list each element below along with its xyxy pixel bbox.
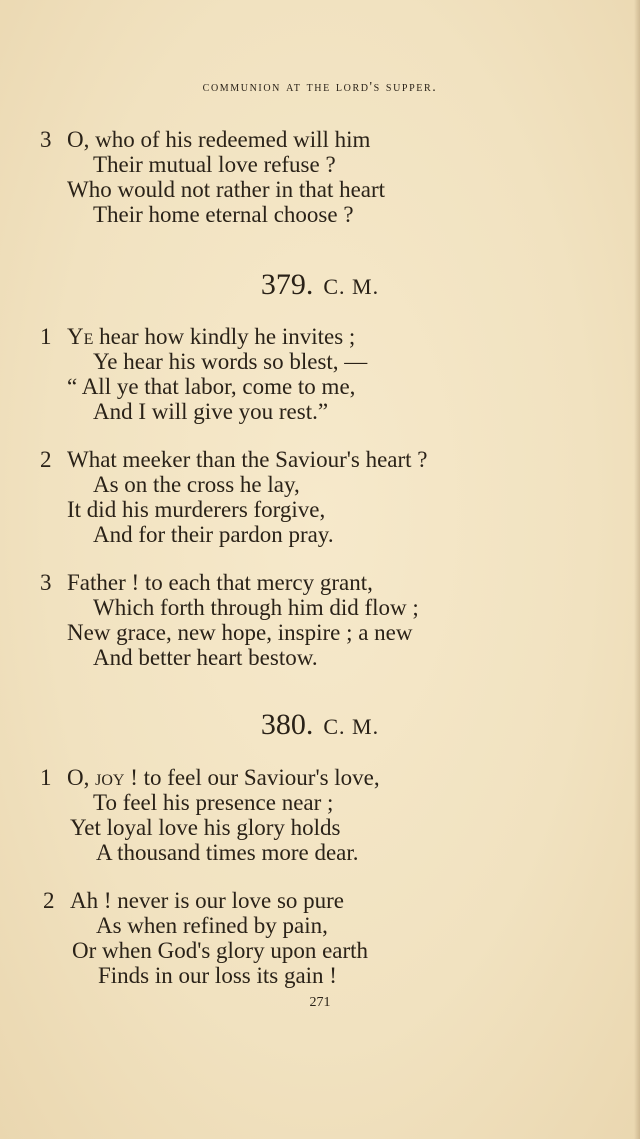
hymn-line: As on the cross he lay, [93, 472, 300, 497]
hymn-line-start: O, [67, 765, 96, 790]
hymn-line: Who would not rather in that heart [67, 177, 386, 202]
hymn-line: What meeker than the Saviour's heart ? [67, 447, 428, 472]
stanza-number: 3 [40, 127, 52, 152]
hymn-line: O, who of his redeemed will him [67, 127, 371, 152]
hymn-line: Which forth through him did flow ; [93, 595, 419, 620]
hymn-number: 379. [260, 268, 314, 301]
hymn-line: And I will give you rest.” [93, 399, 329, 424]
stanza-number: 2 [40, 447, 52, 472]
hymn-meter: C. M. [323, 714, 380, 739]
hymn-line: Ah ! never is our love so pure [70, 888, 345, 913]
hymn-line: “ All ye that labor, come to me, [67, 374, 356, 399]
hymn-line: To feel his presence near ; [93, 790, 334, 815]
hymn-line: And better heart bestow. [93, 645, 318, 670]
hymn-line: Their mutual love refuse ? [93, 152, 336, 177]
small-caps-word: Ye [67, 324, 94, 349]
hymn-line: Ye hear his words so blest, — [93, 349, 368, 374]
hymn-title-380 [0, 710, 640, 740]
stanza-number: 3 [40, 570, 52, 595]
hymn-line: Or when God's glory upon earth [72, 938, 369, 963]
hymn-line: Yet loyal love his glory holds [70, 815, 341, 840]
hymn-meter: C. M. [323, 274, 380, 299]
hymn-line-rest: ! to feel our Saviour's love, [124, 765, 380, 790]
stanza-number: 1 [40, 765, 52, 790]
hymn-line [67, 766, 380, 789]
hymn-line-rest: hear how kindly he invites ; [93, 324, 356, 349]
hymn-line: A thousand times more dear. [96, 840, 359, 865]
hymn-line: Father ! to each that mercy grant, [67, 570, 373, 595]
hymn-line: As when refined by pain, [96, 913, 328, 938]
hymn-line: Their home eternal choose ? [93, 202, 354, 227]
running-header: communion at the lord's supper. [202, 80, 438, 95]
hymn-line: New grace, new hope, inspire ; a new [67, 620, 413, 645]
hymn-number: 380. [260, 708, 314, 741]
hymn-title-379 [0, 270, 640, 300]
stanza-number: 2 [43, 888, 55, 913]
hymn-line [67, 325, 355, 348]
hymn-line: It did his murderers forgive, [67, 497, 326, 522]
stanza-number: 1 [40, 324, 52, 349]
page-edge-shadow [634, 0, 640, 1139]
hymn-line: And for their pardon pray. [93, 522, 334, 547]
small-caps-word: joy [95, 765, 125, 790]
page-number: 271 [309, 995, 331, 1010]
hymn-line: Finds in our loss its gain ! [98, 963, 337, 988]
